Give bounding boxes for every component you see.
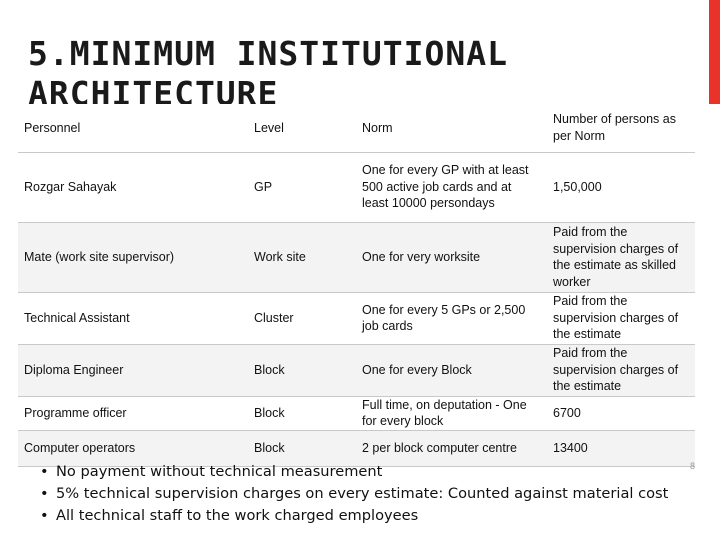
bullet-glyph: • bbox=[40, 463, 49, 480]
cell-personnel: Programme officer bbox=[24, 405, 127, 420]
cell-number: Paid from the supervision charges of the estimate as skilled worker bbox=[553, 225, 679, 289]
bullet-text: 5% technical supervision charges on every estimate: Counted against material cost bbox=[56, 485, 669, 502]
personnel-table bbox=[18, 104, 695, 467]
bullet-item bbox=[40, 483, 669, 505]
cell-number: 1,50,000 bbox=[553, 179, 602, 194]
bullet-glyph: • bbox=[40, 507, 49, 524]
cell-level: Block bbox=[254, 405, 285, 420]
cell-norm: 2 per block computer centre bbox=[362, 440, 517, 455]
slide-title: 5.MINIMUM INSTITUTIONAL ARCHITECTURE bbox=[28, 34, 508, 113]
bullet-item bbox=[40, 505, 668, 527]
cell-number: Paid from the supervision charges of the estimate bbox=[553, 294, 679, 342]
bullet-glyph: • bbox=[40, 485, 49, 502]
bullet-list bbox=[40, 461, 669, 527]
bullet-text: All technical staff to the work charged employees bbox=[56, 507, 419, 524]
cell-norm: One for every Block bbox=[362, 362, 472, 377]
cell-level: GP bbox=[254, 179, 273, 194]
cell-norm: Full time, on deputation - One for every block bbox=[362, 397, 527, 428]
table-row bbox=[18, 292, 695, 344]
accent-bar bbox=[709, 0, 720, 104]
table-row bbox=[18, 152, 695, 222]
cell-norm: One for every GP with at least 500 active job cards and at least 10000 persondays bbox=[362, 163, 529, 211]
bullet-text: No payment without technical measurement bbox=[56, 463, 383, 480]
cell-personnel: Computer operators bbox=[24, 440, 136, 455]
header-norm: Norm bbox=[362, 120, 393, 135]
cell-level: Block bbox=[254, 362, 285, 377]
cell-norm: One for every 5 GPs or 2,500 job cards bbox=[362, 302, 526, 333]
cell-personnel: Mate (work site supervisor) bbox=[24, 249, 175, 264]
table-row bbox=[18, 396, 695, 430]
header-personnel: Personnel bbox=[24, 120, 81, 135]
cell-level: Work site bbox=[254, 249, 306, 264]
cell-norm: One for very worksite bbox=[362, 249, 481, 264]
bullet-item bbox=[40, 461, 668, 483]
cell-personnel: Diploma Engineer bbox=[24, 362, 124, 377]
table-row bbox=[18, 222, 695, 292]
header-number-of-persons: Number of persons as per Norm bbox=[553, 112, 676, 143]
page-number: 8 bbox=[690, 461, 696, 471]
cell-number: 13400 bbox=[553, 440, 588, 455]
cell-personnel: Technical Assistant bbox=[24, 310, 130, 325]
table-row bbox=[18, 344, 695, 396]
header-level: Level bbox=[254, 120, 284, 135]
cell-number: Paid from the supervision charges of the estimate bbox=[553, 346, 679, 394]
cell-personnel: Rozgar Sahayak bbox=[24, 179, 117, 194]
cell-level: Cluster bbox=[254, 310, 294, 325]
cell-level: Block bbox=[254, 440, 285, 455]
cell-number: 6700 bbox=[553, 405, 581, 420]
table-header-row bbox=[18, 104, 695, 152]
